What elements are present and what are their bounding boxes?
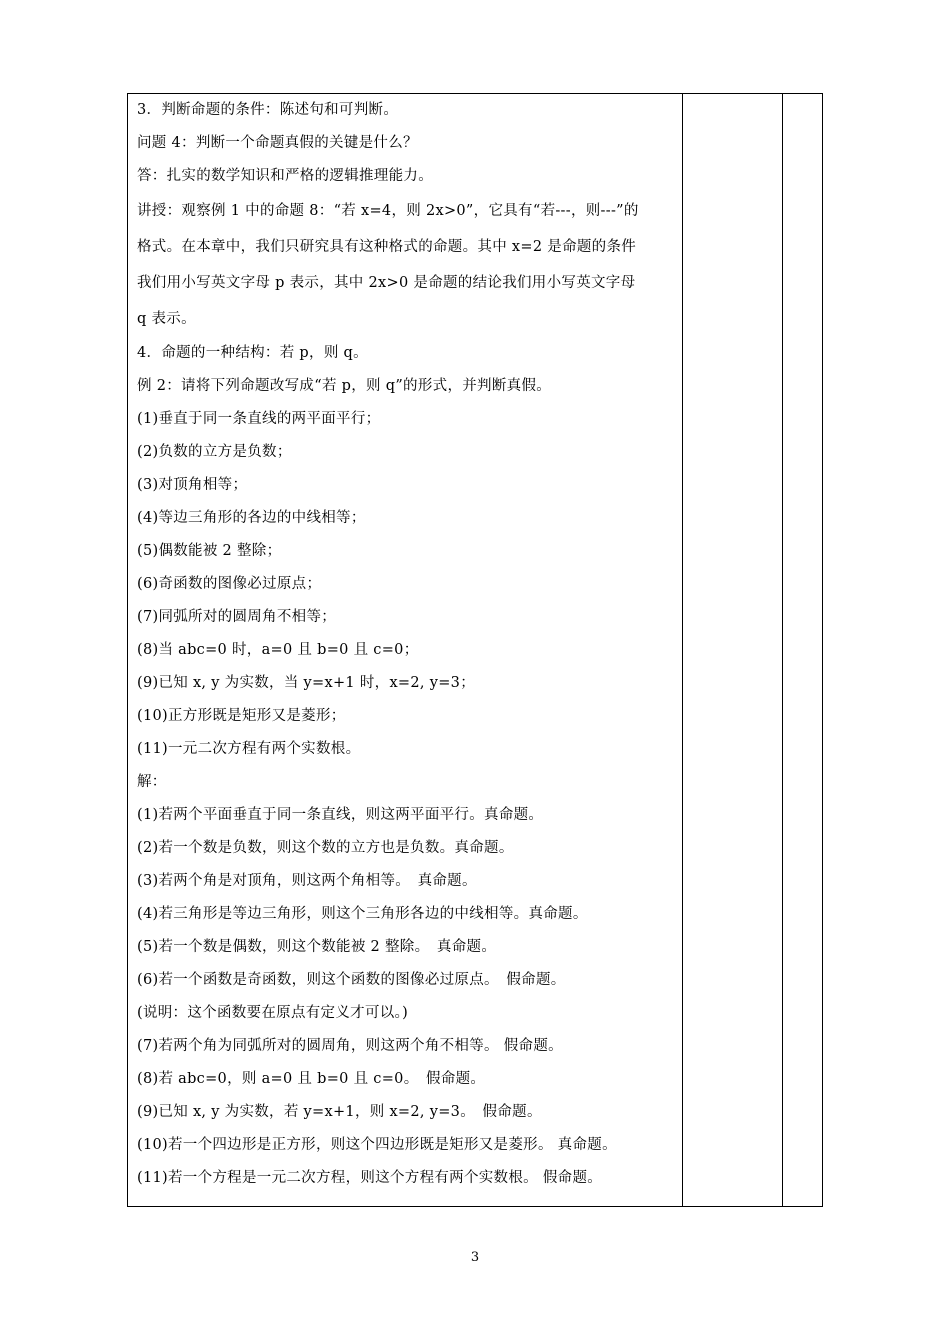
text-line: 答：扎实的数学知识和严格的逻辑推理能力。 bbox=[137, 168, 433, 184]
content-column bbox=[128, 94, 683, 1206]
text-line: (9)已知 x, y 为实数，若 y=x+1，则 x=2, y=3。 假命题。 bbox=[137, 1104, 542, 1120]
text-line: (4)若三角形是等边三角形，则这个三角形各边的中线相等。真命题。 bbox=[137, 906, 588, 922]
text-line: 讲授：观察例 1 中的命题 8：“若 x=4，则 2x>0”，它具有“若---，则---”的 bbox=[137, 203, 639, 219]
text-line: 我们用小写英文字母 p 表示，其中 2x>0 是命题的结论我们用小写英文字母 bbox=[137, 275, 636, 291]
text-line: 4．命题的一种结构：若 p，则 q。 bbox=[137, 345, 368, 361]
text-line: (8)若 abc=0，则 a=0 且 b=0 且 c=0。 假命题。 bbox=[137, 1071, 486, 1087]
text-line: (说明：这个函数要在原点有定义才可以。) bbox=[137, 1005, 409, 1021]
text-line: (4)等边三角形的各边的中线相等； bbox=[137, 510, 366, 526]
text-line: 例 2：请将下列命题改写成“若 p，则 q”的形式，并判断真假。 bbox=[137, 378, 552, 394]
text-line: (10)正方形既是矩形又是菱形； bbox=[137, 708, 346, 724]
text-line: 解： bbox=[137, 774, 167, 790]
empty-column-right bbox=[783, 94, 822, 1206]
text-line: (3)若两个角是对顶角，则这两个角相等。 真命题。 bbox=[137, 873, 477, 889]
text-line: (2)负数的立方是负数； bbox=[137, 444, 292, 460]
text-line: (11)一元二次方程有两个实数根。 bbox=[137, 741, 361, 757]
text-line: (1)垂直于同一条直线的两平面平行； bbox=[137, 411, 381, 427]
text-line: (10)若一个四边形是正方形，则这个四边形既是矩形又是菱形。 真命题。 bbox=[137, 1137, 617, 1153]
text-line: 3．判断命题的条件：陈述句和可判断。 bbox=[137, 102, 399, 118]
text-line: (1)若两个平面垂直于同一条直线，则这两平面平行。真命题。 bbox=[137, 807, 544, 823]
text-line: 问题 4：判断一个命题真假的关键是什么？ bbox=[137, 135, 418, 151]
text-line: (7)同弧所对的圆周角不相等； bbox=[137, 609, 337, 625]
page-number: 3 bbox=[470, 1250, 480, 1265]
text-line: (5)若一个数是偶数，则这个数能被 2 整除。 真命题。 bbox=[137, 939, 497, 955]
text-line: (5)偶数能被 2 整除； bbox=[137, 543, 282, 559]
text-line: (6)奇函数的图像必过原点； bbox=[137, 576, 322, 592]
text-line: (8)当 abc=0 时，a=0 且 b=0 且 c=0； bbox=[137, 642, 419, 658]
text-line: (11)若一个方程是一元二次方程，则这个方程有两个实数根。 假命题。 bbox=[137, 1170, 603, 1186]
empty-column-middle bbox=[683, 94, 783, 1206]
text-line: q 表示。 bbox=[137, 311, 196, 327]
text-line: (6)若一个函数是奇函数，则这个函数的图像必过原点。 假命题。 bbox=[137, 972, 566, 988]
lesson-table bbox=[127, 93, 823, 1207]
text-line: (9)已知 x, y 为实数，当 y=x+1 时，x=2, y=3； bbox=[137, 675, 475, 691]
text-line: (7)若两个角为同弧所对的圆周角，则这两个角不相等。 假命题。 bbox=[137, 1038, 563, 1054]
text-line: 格式。在本章中，我们只研究具有这种格式的命题。其中 x=2 是命题的条件 bbox=[137, 239, 637, 255]
text-line: (3)对顶角相等； bbox=[137, 477, 248, 493]
text-line: (2)若一个数是负数，则这个数的立方也是负数。真命题。 bbox=[137, 840, 514, 856]
